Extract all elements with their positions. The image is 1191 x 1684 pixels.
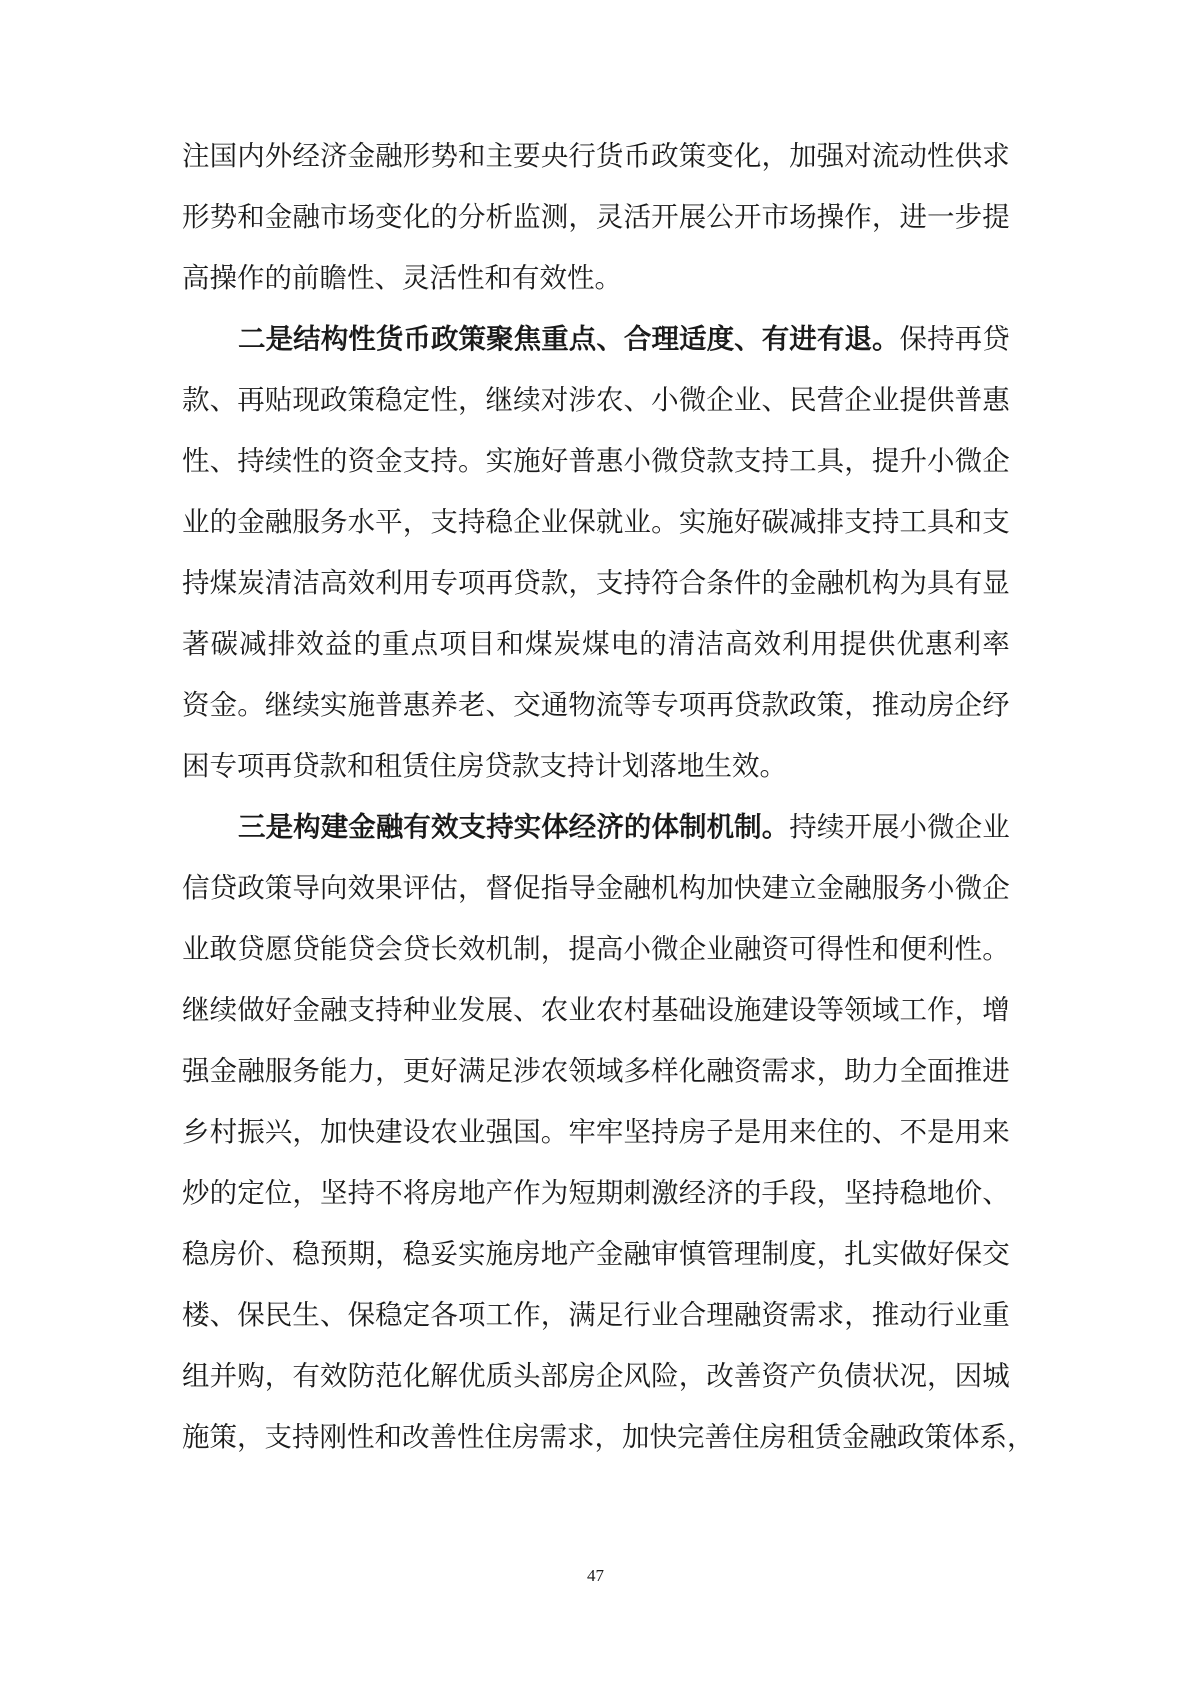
text-line: 困 专 项 再 贷 款 和 租 赁 住 房 贷 款 支 持 计 划 落 地 生 效 。 [182,750,787,782]
text-line: 乡 村 振 兴 ， 加 快 建 设 农 业 强 国 。 牢 牢 坚 持 房 子 是 用 来 住 的 、 不 是 用 来 [182,1116,1010,1148]
text-line: 高 操 作 的 前 瞻 性 、 灵 活 性 和 有 效 性 。 [182,262,622,294]
text-line: 款 、 再 贴 现 政 策 稳 定 性 ， 继 续 对 涉 农 、 小 微 企 业 、 民 营 企 业 提 供 普 惠 [182,384,1010,416]
text-line: 楼 、 保 民 生 、 保 稳 定 各 项 工 作 ， 满 足 行 业 合 理 融 资 需 求 ， 推 动 行 业 重 [182,1299,1010,1331]
text-line: 持 煤 炭 清 洁 高 效 利 用 专 项 再 贷 款 ， 支 持 符 合 条 件 的 金 融 机 构 为 具 有 显 [182,567,1010,599]
text-line: 业 的 金 融 服 务 水 平 ， 支 持 稳 企 业 保 就 业 。 实 施 好 碳 减 排 支 持 工 具 和 支 [182,506,1010,538]
text-line: 形 势 和 金 融 市 场 变 化 的 分 析 监 测 ， 灵 活 开 展 公 开 市 场 操 作 ， 进 一 步 提 [182,201,1010,233]
text-line: 三 是 构 建 金 融 有 效 支 持 实 体 经 济 的 体 制 机 制 。 持 续 开 展 小 微 企 业 [238,811,1010,843]
text-line: 施 策 ， 支 持 刚 性 和 改 善 性 住 房 需 求 ， 加 快 完 善 住 房 租 赁 金 融 政 策 体 系 ， [182,1421,1035,1453]
text-line: 炒 的 定 位 ， 坚 持 不 将 房 地 产 作 为 短 期 刺 激 经 济 的 手 段 ， 坚 持 稳 地 价 、 [182,1177,1010,1209]
text-line: 继 续 做 好 金 融 支 持 种 业 发 展 、 农 业 农 村 基 础 设 施 建 设 等 领 域 工 作 ， 增 [182,994,1010,1026]
text-line: 信 贷 政 策 导 向 效 果 评 估 ， 督 促 指 导 金 融 机 构 加 快 建 立 金 融 服 务 小 微 企 [182,872,1010,904]
body-text [182,126,1035,1468]
text-line: 业 敢 贷 愿 贷 能 贷 会 贷 长 效 机 制 ， 提 高 小 微 企 业 融 资 可 得 性 和 便 利 性 。 [182,933,1010,965]
text-line: 稳 房 价 、 稳 预 期 ， 稳 妥 实 施 房 地 产 金 融 审 慎 管 理 制 度 ， 扎 实 做 好 保 交 [182,1238,1010,1270]
text-line: 强 金 融 服 务 能 力 ， 更 好 满 足 涉 农 领 域 多 样 化 融 资 需 求 ， 助 力 全 面 推 进 [182,1055,1010,1087]
text-line: 组 并 购 ， 有 效 防 范 化 解 优 质 头 部 房 企 风 险 ， 改 善 资 产 负 债 状 况 ， 因 城 [182,1360,1010,1392]
page-number: 47 [587,1566,604,1585]
text-line: 注 国 内 外 经 济 金 融 形 势 和 主 要 央 行 货 币 政 策 变 化 ， 加 强 对 流 动 性 供 求 [182,140,1010,172]
text-line: 著 碳 减 排 效 益 的 重 点 项 目 和 煤 炭 煤 电 的 清 洁 高 效 利 用 提 供 优 惠 利 率 [182,628,1010,660]
text-line: 资 金 。 继 续 实 施 普 惠 养 老 、 交 通 物 流 等 专 项 再 贷 款 政 策 ， 推 动 房 企 纾 [182,689,1010,721]
text-line: 性 、 持 续 性 的 资 金 支 持 。 实 施 好 普 惠 小 微 贷 款 支 持 工 具 ， 提 升 小 微 企 [182,445,1010,477]
text-line: 二 是 结 构 性 货 币 政 策 聚 焦 重 点 、 合 理 适 度 、 有 进 有 退 。 保 持 再 贷 [238,323,1010,355]
